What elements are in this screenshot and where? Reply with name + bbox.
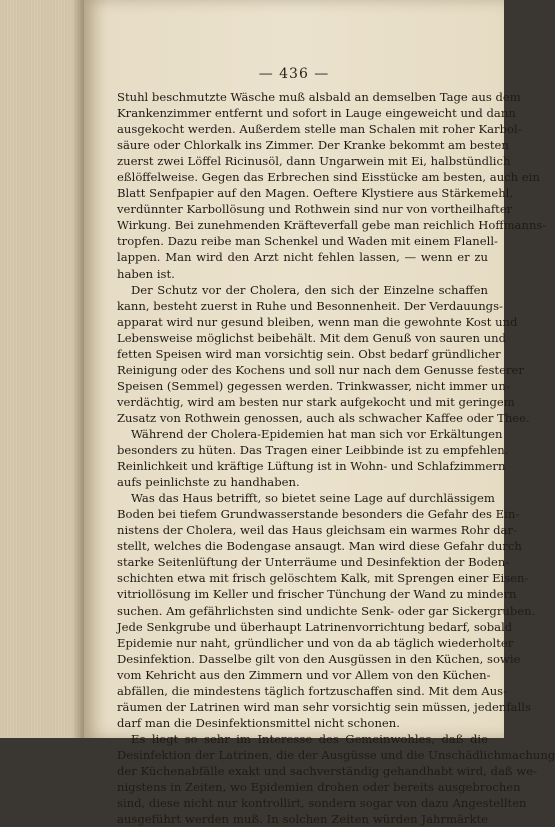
text-line: eßlöffelweise. Gegen das Erbrechen sind Eisstücke am besten, auch ein bbox=[117, 170, 540, 185]
text-line: Stuhl beschmutzte Wäsche muß alsbald an demselben Tage aus dem bbox=[117, 90, 521, 104]
text-line: fetten Speisen wird man vorsichtig sein. Obst bedarf gründlicher bbox=[117, 346, 501, 361]
body-text bbox=[117, 89, 555, 827]
text-line: nistens der Cholera, weil das Haus gleichsam ein warmes Rohr dar- bbox=[117, 523, 517, 538]
page-number: — 436 — bbox=[258, 66, 330, 82]
text-line: apparat wird nur gesund bleiben, wenn man die gewohnte Kost und bbox=[117, 314, 518, 329]
text-line: nigstens in Zeiten, wo Epidemien drohen oder bereits ausgebrochen bbox=[117, 780, 521, 795]
text-line: ausgeführt werden muß. In solchen Zeiten würden Jahrmärkte bbox=[117, 812, 488, 827]
text-line: Was das Haus betrifft, so bietet seine Lage auf durchlässigem bbox=[131, 491, 495, 506]
text-line: Jede Senkgrube und überhaupt Latrinenvorrichtung bedarf, sobald bbox=[117, 619, 513, 634]
text-line: sind, diese nicht nur kontrollirt, sondern sogar von dazu Angestellten bbox=[117, 796, 527, 811]
text-line: aufs peinlichste zu handhaben. bbox=[117, 475, 300, 490]
text-line: suchen. Am gefährlichsten sind undichte Senk- oder gar Sickergruben. bbox=[117, 603, 536, 618]
text-line: vom Kehricht aus den Zimmern und vor Allem von den Küchen- bbox=[117, 667, 491, 682]
text-line: kann, besteht zuerst in Ruhe und Besonnenheit. Der Verdauungs- bbox=[117, 298, 503, 313]
text-line: Es liegt so sehr im Interesse des Gemeinwohles, daß die bbox=[131, 731, 488, 746]
text-line: der Küchenabfälle exakt und sachverständig gehandhabt wird, daß we- bbox=[117, 763, 538, 778]
text-line: Krankenzimmer entfernt und sofort in Lauge eingeweicht und dann bbox=[117, 106, 516, 121]
book-page bbox=[84, 0, 555, 827]
text-line: Zusatz von Rothwein genossen, auch als schwacher Kaffee oder Thee. bbox=[117, 410, 530, 425]
text-line: Boden bei tiefem Grundwasserstande besonders die Gefahr des Ein- bbox=[117, 507, 520, 522]
text-line: starke Seitenlüftung der Unterräume und Desinfektion der Boden- bbox=[117, 555, 510, 570]
text-line: darf man die Desinfektionsmittel nicht schonen. bbox=[117, 715, 400, 730]
text-line: zuerst zwei Löffel Ricinusöl, dann Ungarwein mit Ei, halbstündlich bbox=[117, 154, 511, 169]
text-line: Reinigung oder des Kochens und soll nur nach dem Genusse festerer bbox=[117, 362, 524, 377]
text-line: Wirkung. Bei zunehmenden Kräfteverfall gebe man reichlich Hoffmanns- bbox=[117, 218, 547, 233]
text-line: ausgekocht werden. Außerdem stelle man Schalen mit roher Karbol- bbox=[117, 122, 522, 137]
text-line: besonders zu hüten. Das Tragen einer Leibbinde ist zu empfehlen. bbox=[117, 443, 509, 458]
text-line: Blatt Senfpapier auf den Magen. Oeftere Klystiere aus Stärkemehl, bbox=[117, 186, 514, 201]
text-line: säure oder Chlorkalk ins Zimmer. Der Kranke bekommt am besten bbox=[117, 138, 509, 153]
text-line: verdächtig, wird am besten nur stark aufgekocht und mit geringem bbox=[117, 394, 515, 409]
text-line: vitriollösung im Keller und frischer Tünchung der Wand zu mindern bbox=[117, 587, 517, 602]
text-line: Epidemie nur naht, gründlicher und von da ab täglich wiederholter bbox=[117, 635, 514, 650]
text-line: Speisen (Semmel) gegessen werden. Trinkwasser, nicht immer un- bbox=[117, 378, 510, 393]
text-line: schichten etwa mit frisch gelöschtem Kalk, mit Sprengen einer Eisen- bbox=[117, 571, 529, 586]
text-line: Desinfektion. Dasselbe gilt von den Ausgüssen in den Küchen, sowie bbox=[117, 651, 521, 666]
text-line: Reinlichkeit und kräftige Lüftung ist in Wohn- und Schlafzimmern bbox=[117, 459, 506, 474]
text-line: haben ist. bbox=[117, 266, 175, 281]
text-line: stellt, welches die Bodengase ansaugt. Man wird diese Gefahr durch bbox=[117, 539, 522, 554]
text-line: lappen. Man wird den Arzt nicht fehlen lassen, — wenn er zu bbox=[117, 250, 488, 265]
text-line: abfällen, die mindestens täglich fortzuschaffen sind. Mit dem Aus- bbox=[117, 683, 508, 698]
text-line: Desinfektion der Latrinen, die der Ausgüsse und die Unschädlichmachung bbox=[117, 747, 555, 762]
page-edges bbox=[0, 0, 84, 738]
text-line: räumen der Latrinen wird man sehr vorsichtig sein müssen, jedenfalls bbox=[117, 699, 531, 714]
text-line: tropfen. Dazu reibe man Schenkel und Waden mit einem Flanell- bbox=[117, 234, 498, 249]
text-line: verdünnter Karbollösung und Rothwein sind nur von vortheilhafter bbox=[117, 202, 513, 217]
text-line: Während der Cholera-Epidemien hat man sich vor Erkältungen bbox=[131, 426, 503, 441]
text-line: Lebensweise möglichst beibehält. Mit dem Genuß von sauren und bbox=[117, 330, 506, 345]
text-line: Der Schutz vor der Cholera, den sich der Einzelne schaffen bbox=[131, 282, 488, 297]
